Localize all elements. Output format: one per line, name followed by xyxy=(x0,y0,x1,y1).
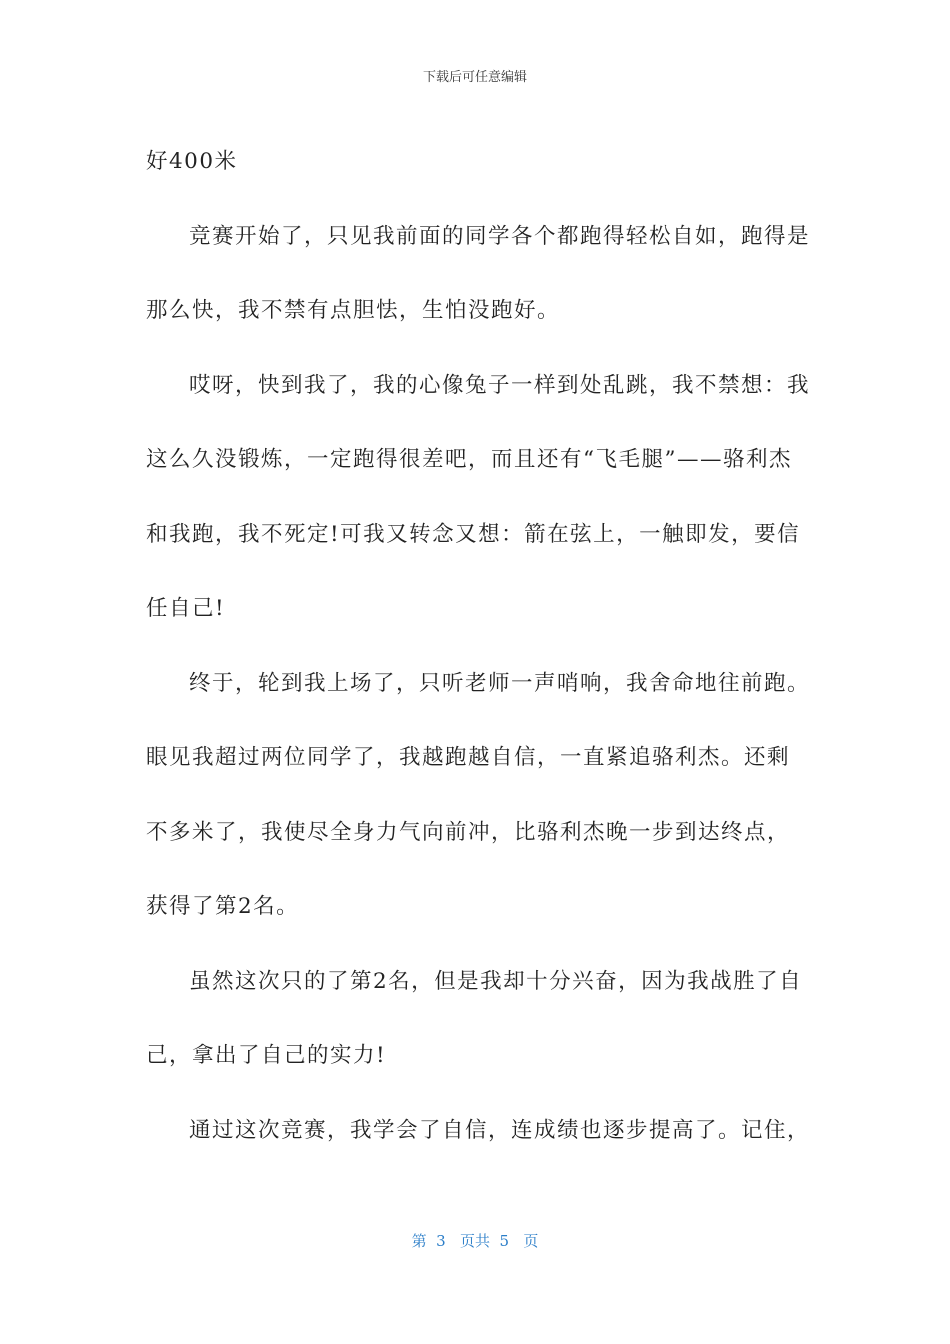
paragraph-4: 终于，轮到我上场了，只听老师一声哨响，我舍命地往前跑。眼见我超过两位同学了，我越跑越自信，一直紧追骆利杰。还剩不多米了，我使尽全身力气向前冲，比骆利杰晚一步到达终点，获得了第2名。 xyxy=(146,670,811,919)
paragraph-5: 虽然这次只的了第2名，但是我却十分兴奋，因为我战胜了自己，拿出了自己的实力! xyxy=(146,968,803,1068)
paragraph-3: 哎呀，快到我了，我的心像兔子一样到处乱跳，我不禁想：我这么久没锻炼，一定跑得很差吧，而且还有“飞毛腿”——骆利杰和我跑，我不死定!可我又转念又想：箭在弦上，一触即发，要信任自己! xyxy=(146,372,811,621)
page-header: 下载后可任意编辑 xyxy=(422,70,527,85)
paragraph-6: 通过这次竞赛，我学会了自信，连成绩也逐步提高了。记住， xyxy=(189,1117,811,1143)
document-body xyxy=(146,125,812,1168)
paragraph-1: 好400米 xyxy=(146,149,238,174)
paragraph-2: 竞赛开始了，只见我前面的同学各个都跑得轻松自如，跑得是那么快，我不禁有点胆怯，生怕没跑好。 xyxy=(146,223,811,323)
page-number-footer: 第 3 页共 5 页 xyxy=(411,1232,539,1250)
